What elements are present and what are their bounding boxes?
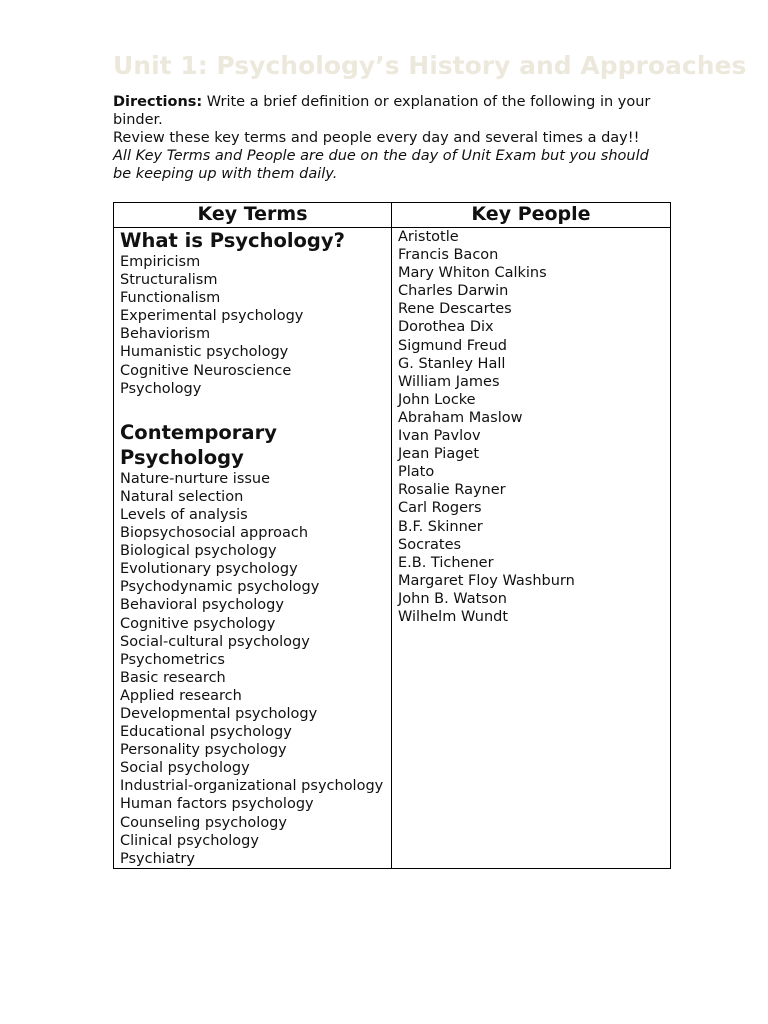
directions-block <box>113 93 653 183</box>
directions-text: Write a brief definition or explanation of the following in your binder. <box>113 94 651 128</box>
list-item: Charles Darwin <box>398 283 509 300</box>
terms-list-contemporary-psychology <box>120 470 385 868</box>
list-item: Psychiatry <box>120 850 195 867</box>
list-item: Cognitive Neuroscience <box>120 362 292 379</box>
list-item: Biological psychology <box>120 543 277 560</box>
list-item: Industrial-organizational psychology <box>120 778 384 795</box>
list-item: John Locke <box>398 391 476 408</box>
list-item: Margaret Floy Washburn <box>398 572 575 589</box>
terms-list-what-is-psychology <box>120 253 385 398</box>
list-item: Jean Piaget <box>398 446 480 463</box>
list-item: Biopsychosocial approach <box>120 525 309 542</box>
list-item: G. Stanley Hall <box>398 355 506 372</box>
list-item: Francis Bacon <box>398 247 499 264</box>
list-item: Empiricism <box>120 254 201 270</box>
list-item: Clinical psychology <box>120 832 259 849</box>
list-item: Sigmund Freud <box>398 337 507 354</box>
list-item: Cognitive psychology <box>120 615 276 632</box>
list-item: Rene Descartes <box>398 301 512 318</box>
list-item: William James <box>398 373 500 390</box>
key-people-cell <box>392 228 671 869</box>
list-item: Educational psychology <box>120 724 292 741</box>
directions-line-3: All Key Terms and People are due on the day of Unit Exam but you should be keeping up with them daily. <box>113 148 649 182</box>
list-item: Dorothea Dix <box>398 319 494 336</box>
list-item: Basic research <box>120 669 226 686</box>
list-item: Personality psychology <box>120 742 287 759</box>
list-item: Experimental psychology <box>120 308 304 325</box>
list-item: Socrates <box>398 536 462 553</box>
list-item: Behaviorism <box>120 326 211 343</box>
list-item: Psychometrics <box>120 651 225 668</box>
list-item: Carl Rogers <box>398 500 482 517</box>
key-terms-cell <box>114 228 392 869</box>
people-list <box>398 228 664 626</box>
list-item: Psychology <box>120 380 202 397</box>
list-item: Mary Whiton Calkins <box>398 265 547 282</box>
list-item: Structuralism <box>120 272 218 289</box>
list-item: Psychodynamic psychology <box>120 579 320 596</box>
section-heading-contemporary-psychology: Contemporary Psychology <box>120 420 277 469</box>
list-item: Functionalism <box>120 290 221 307</box>
list-item: E.B. Tichener <box>398 554 494 571</box>
directions-label: Directions: <box>113 94 203 110</box>
key-terms-header: Key Terms <box>114 203 392 228</box>
list-item: Rosalie Rayner <box>398 482 506 499</box>
list-item: John B. Watson <box>398 590 507 607</box>
directions-line-2: Review these key terms and people every day and several times a day!! <box>113 130 640 146</box>
key-people-header: Key People <box>392 203 671 228</box>
list-item: Wilhelm Wundt <box>398 608 509 625</box>
section-heading-what-is-psychology: What is Psychology? <box>120 229 345 252</box>
list-item: Social psychology <box>120 760 250 777</box>
list-item: Counseling psychology <box>120 814 287 831</box>
list-item: Abraham Maslow <box>398 409 523 426</box>
directions-line-1 <box>113 93 653 129</box>
list-item: Natural selection <box>120 488 244 505</box>
list-item: Nature-nurture issue <box>120 470 271 487</box>
list-item: Human factors psychology <box>120 796 314 813</box>
page-title: Unit 1: Psychology’s History and Approaches <box>113 51 747 80</box>
list-item: Plato <box>398 464 435 481</box>
list-item: Applied research <box>120 687 242 704</box>
list-item: Humanistic psychology <box>120 344 289 361</box>
list-item: Ivan Pavlov <box>398 428 481 445</box>
list-item: Levels of analysis <box>120 506 248 523</box>
list-item: B.F. Skinner <box>398 518 483 535</box>
list-item: Social-cultural psychology <box>120 633 310 650</box>
key-terms-table <box>113 202 671 869</box>
table-row <box>114 228 671 869</box>
list-item: Aristotle <box>398 229 459 245</box>
list-item: Evolutionary psychology <box>120 561 298 578</box>
list-item: Behavioral psychology <box>120 597 284 614</box>
list-item: Developmental psychology <box>120 705 318 722</box>
table-header-row <box>114 203 671 228</box>
